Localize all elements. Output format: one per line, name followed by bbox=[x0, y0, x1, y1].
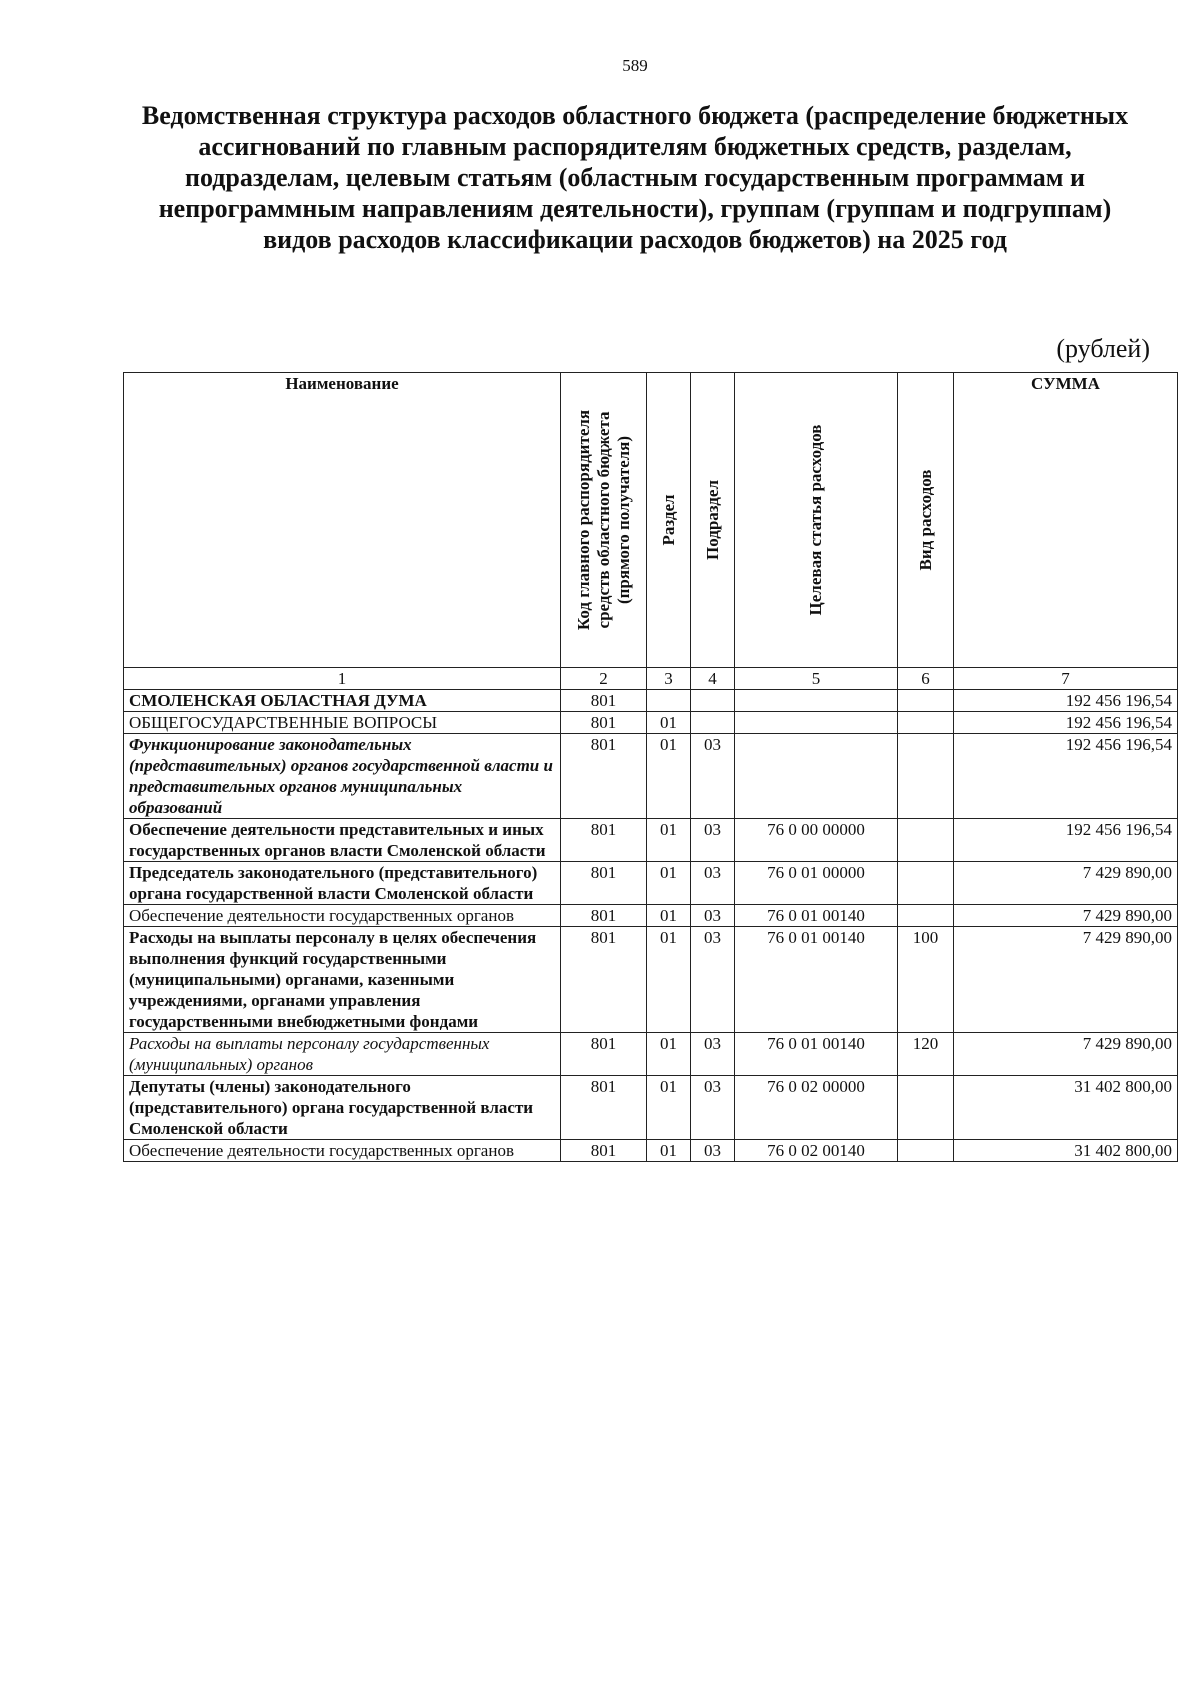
row-name: Обеспечение деятельности государственных органов bbox=[124, 905, 561, 927]
header-code-cell bbox=[561, 373, 647, 668]
row-name: Депутаты (члены) законодательного (представительного) органа государственной власти Смоленской области bbox=[124, 1076, 561, 1140]
row-subsection: 03 bbox=[691, 1033, 735, 1076]
table-row bbox=[124, 1140, 1178, 1162]
row-section: 01 bbox=[647, 819, 691, 862]
page-number: 589 bbox=[622, 56, 648, 75]
row-name: ОБЩЕГОСУДАРСТВЕННЫЕ ВОПРОСЫ bbox=[124, 712, 561, 734]
column-number: 3 bbox=[647, 668, 691, 690]
row-kind bbox=[898, 819, 954, 862]
row-sum: 192 456 196,54 bbox=[954, 712, 1178, 734]
column-number: 4 bbox=[691, 668, 735, 690]
row-name: Расходы на выплаты персоналу государственных (муниципальных) органов bbox=[124, 1033, 561, 1076]
row-section bbox=[647, 690, 691, 712]
row-code: 801 bbox=[561, 905, 647, 927]
row-kind bbox=[898, 1140, 954, 1162]
row-kind bbox=[898, 905, 954, 927]
row-code: 801 bbox=[561, 862, 647, 905]
row-subsection bbox=[691, 690, 735, 712]
row-target: 76 0 00 00000 bbox=[735, 819, 898, 862]
row-section: 01 bbox=[647, 905, 691, 927]
row-section: 01 bbox=[647, 734, 691, 819]
row-sum: 7 429 890,00 bbox=[954, 1033, 1178, 1076]
budget-table bbox=[123, 372, 1178, 1162]
table-row bbox=[124, 1033, 1178, 1076]
row-subsection bbox=[691, 712, 735, 734]
row-section: 01 bbox=[647, 1033, 691, 1076]
header-name: Наименование bbox=[124, 373, 561, 668]
column-number: 2 bbox=[561, 668, 647, 690]
row-code: 801 bbox=[561, 1033, 647, 1076]
row-sum: 31 402 800,00 bbox=[954, 1140, 1178, 1162]
column-number: 1 bbox=[124, 668, 561, 690]
row-code: 801 bbox=[561, 712, 647, 734]
header-section: Раздел bbox=[658, 494, 678, 546]
row-subsection: 03 bbox=[691, 734, 735, 819]
row-kind bbox=[898, 690, 954, 712]
row-sum: 192 456 196,54 bbox=[954, 690, 1178, 712]
row-kind bbox=[898, 862, 954, 905]
header-section-cell bbox=[647, 373, 691, 668]
row-code: 801 bbox=[561, 1076, 647, 1140]
header-kind: Вид расходов bbox=[915, 469, 935, 571]
row-section: 01 bbox=[647, 927, 691, 1033]
row-subsection: 03 bbox=[691, 819, 735, 862]
row-subsection: 03 bbox=[691, 1076, 735, 1140]
row-code: 801 bbox=[561, 690, 647, 712]
row-subsection: 03 bbox=[691, 927, 735, 1033]
row-target bbox=[735, 712, 898, 734]
row-target: 76 0 01 00140 bbox=[735, 927, 898, 1033]
header-sum: СУММА bbox=[954, 373, 1178, 668]
row-sum: 7 429 890,00 bbox=[954, 927, 1178, 1033]
row-sum: 31 402 800,00 bbox=[954, 1076, 1178, 1140]
row-sum: 192 456 196,54 bbox=[954, 819, 1178, 862]
document-title: Ведомственная структура расходов областного бюджета (распределение бюджетных ассигнований по главным распорядителям бюджетных средств, разделам, подразделам, целевым статьям (областным государственным программам и непрограммным направлениям деятельности), группам (группам и подгруппам) видов расходов классификации расходов бюджетов) на 2025 год bbox=[141, 101, 1129, 254]
column-number: 6 bbox=[898, 668, 954, 690]
table-row bbox=[124, 712, 1178, 734]
row-target: 76 0 01 00000 bbox=[735, 862, 898, 905]
column-number: 7 bbox=[954, 668, 1178, 690]
row-section: 01 bbox=[647, 1076, 691, 1140]
row-kind bbox=[898, 734, 954, 819]
table-row bbox=[124, 690, 1178, 712]
units-label: (рублей) bbox=[1056, 334, 1150, 363]
table-row bbox=[124, 862, 1178, 905]
table-row bbox=[124, 1076, 1178, 1140]
row-code: 801 bbox=[561, 1140, 647, 1162]
row-code: 801 bbox=[561, 819, 647, 862]
row-section: 01 bbox=[647, 1140, 691, 1162]
row-kind: 100 bbox=[898, 927, 954, 1033]
row-target: 76 0 02 00140 bbox=[735, 1140, 898, 1162]
row-code: 801 bbox=[561, 927, 647, 1033]
header-target-cell bbox=[735, 373, 898, 668]
row-kind bbox=[898, 712, 954, 734]
row-name: Председатель законодательного (представительного) органа государственной власти Смоленской области bbox=[124, 862, 561, 905]
row-name: Расходы на выплаты персоналу в целях обеспечения выполнения функций государственными (муниципальными) органами, казенными учреждениями, органами управления государственными внебюджетными фондами bbox=[124, 927, 561, 1033]
row-subsection: 03 bbox=[691, 905, 735, 927]
row-subsection: 03 bbox=[691, 1140, 735, 1162]
column-number-row bbox=[124, 668, 1178, 690]
row-target: 76 0 01 00140 bbox=[735, 905, 898, 927]
header-target: Целевая статья расходов bbox=[806, 424, 825, 616]
row-name: Обеспечение деятельности представительных и иных государственных органов власти Смоленской области bbox=[124, 819, 561, 862]
row-section: 01 bbox=[647, 712, 691, 734]
header-subsection: Подраздел bbox=[702, 480, 722, 560]
row-sum: 192 456 196,54 bbox=[954, 734, 1178, 819]
table-row bbox=[124, 905, 1178, 927]
header-row bbox=[124, 373, 1178, 668]
row-name: СМОЛЕНСКАЯ ОБЛАСТНАЯ ДУМА bbox=[124, 690, 561, 712]
row-target bbox=[735, 690, 898, 712]
row-sum: 7 429 890,00 bbox=[954, 905, 1178, 927]
header-subsection-cell bbox=[691, 373, 735, 668]
row-kind bbox=[898, 1076, 954, 1140]
row-target: 76 0 01 00140 bbox=[735, 1033, 898, 1076]
row-section: 01 bbox=[647, 862, 691, 905]
table-row bbox=[124, 734, 1178, 819]
table-row bbox=[124, 819, 1178, 862]
row-code: 801 bbox=[561, 734, 647, 819]
row-name: Функционирование законодательных (представительных) органов государственной власти и представительных органов муниципальных образований bbox=[124, 734, 561, 819]
row-subsection: 03 bbox=[691, 862, 735, 905]
row-target bbox=[735, 734, 898, 819]
table-row bbox=[124, 927, 1178, 1033]
header-kind-cell bbox=[898, 373, 954, 668]
header-code: Код главного распорядителя средств областного бюджета (прямого получателя) bbox=[573, 409, 633, 631]
column-number: 5 bbox=[735, 668, 898, 690]
row-kind: 120 bbox=[898, 1033, 954, 1076]
row-sum: 7 429 890,00 bbox=[954, 862, 1178, 905]
row-target: 76 0 02 00000 bbox=[735, 1076, 898, 1140]
row-name: Обеспечение деятельности государственных органов bbox=[124, 1140, 561, 1162]
